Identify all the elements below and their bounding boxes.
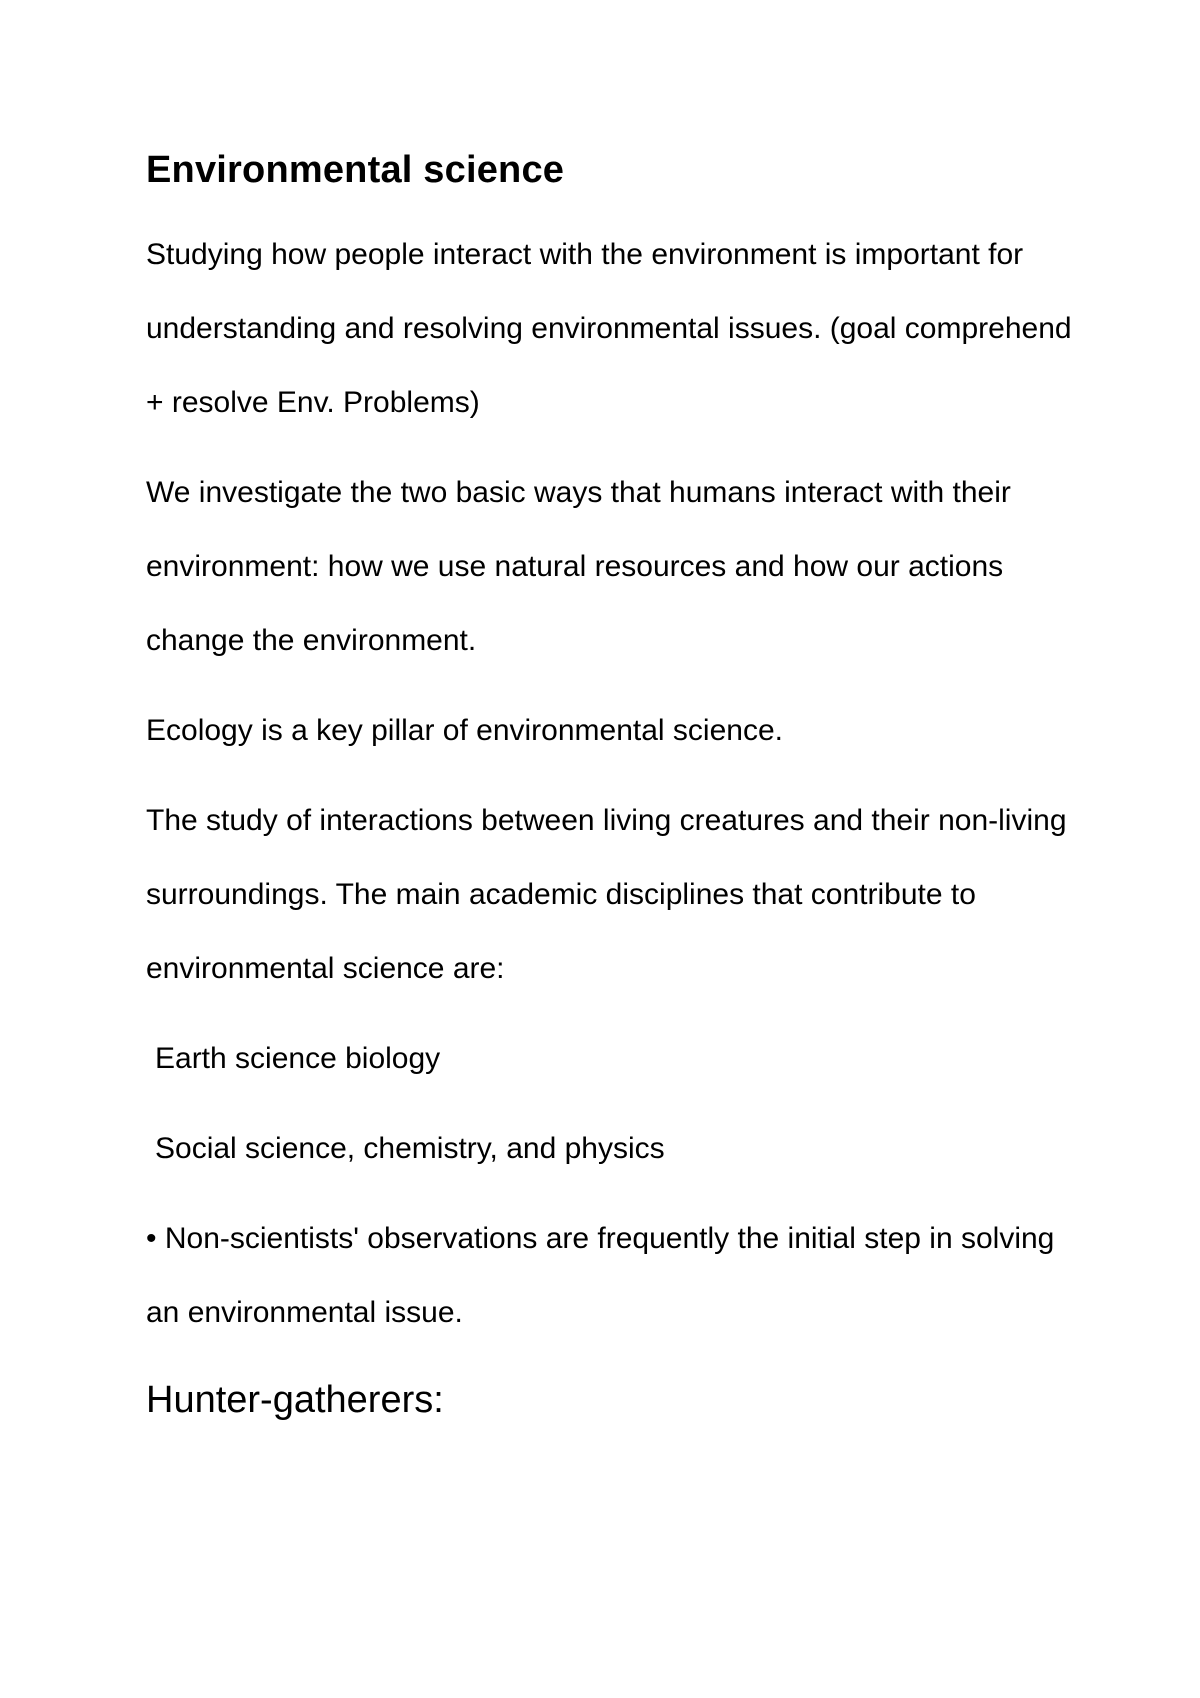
discipline-social-science: Social science, chemistry, and physics: [155, 1132, 665, 1165]
page-title: Environmental science: [146, 149, 565, 191]
paragraph-disciplines: The study of interactions between living creatures and their non-living surroundings. The main academic disciplines that contribute to environmental science are:: [146, 804, 1067, 985]
paragraph-two-basic-ways: We investigate the two basic ways that humans interact with their environment: how we use natural resources and how our actions change the environment.: [146, 476, 1011, 657]
paragraph-study-interaction: Studying how people interact with the environment is important for understanding and resolving environmental issues. (goal comprehend + resolve Env. Problems): [146, 238, 1072, 419]
document-body: [146, 140, 1086, 1430]
paragraph-ecology-pillar: Ecology is a key pillar of environmental science.: [146, 714, 783, 747]
discipline-earth-science: Earth science biology: [155, 1042, 441, 1075]
bullet-non-scientists: • Non-scientists' observations are frequently the initial step in solving an environmental issue.: [146, 1222, 1055, 1329]
section-heading-hunter-gatherers: Hunter-gatherers:: [146, 1379, 444, 1421]
